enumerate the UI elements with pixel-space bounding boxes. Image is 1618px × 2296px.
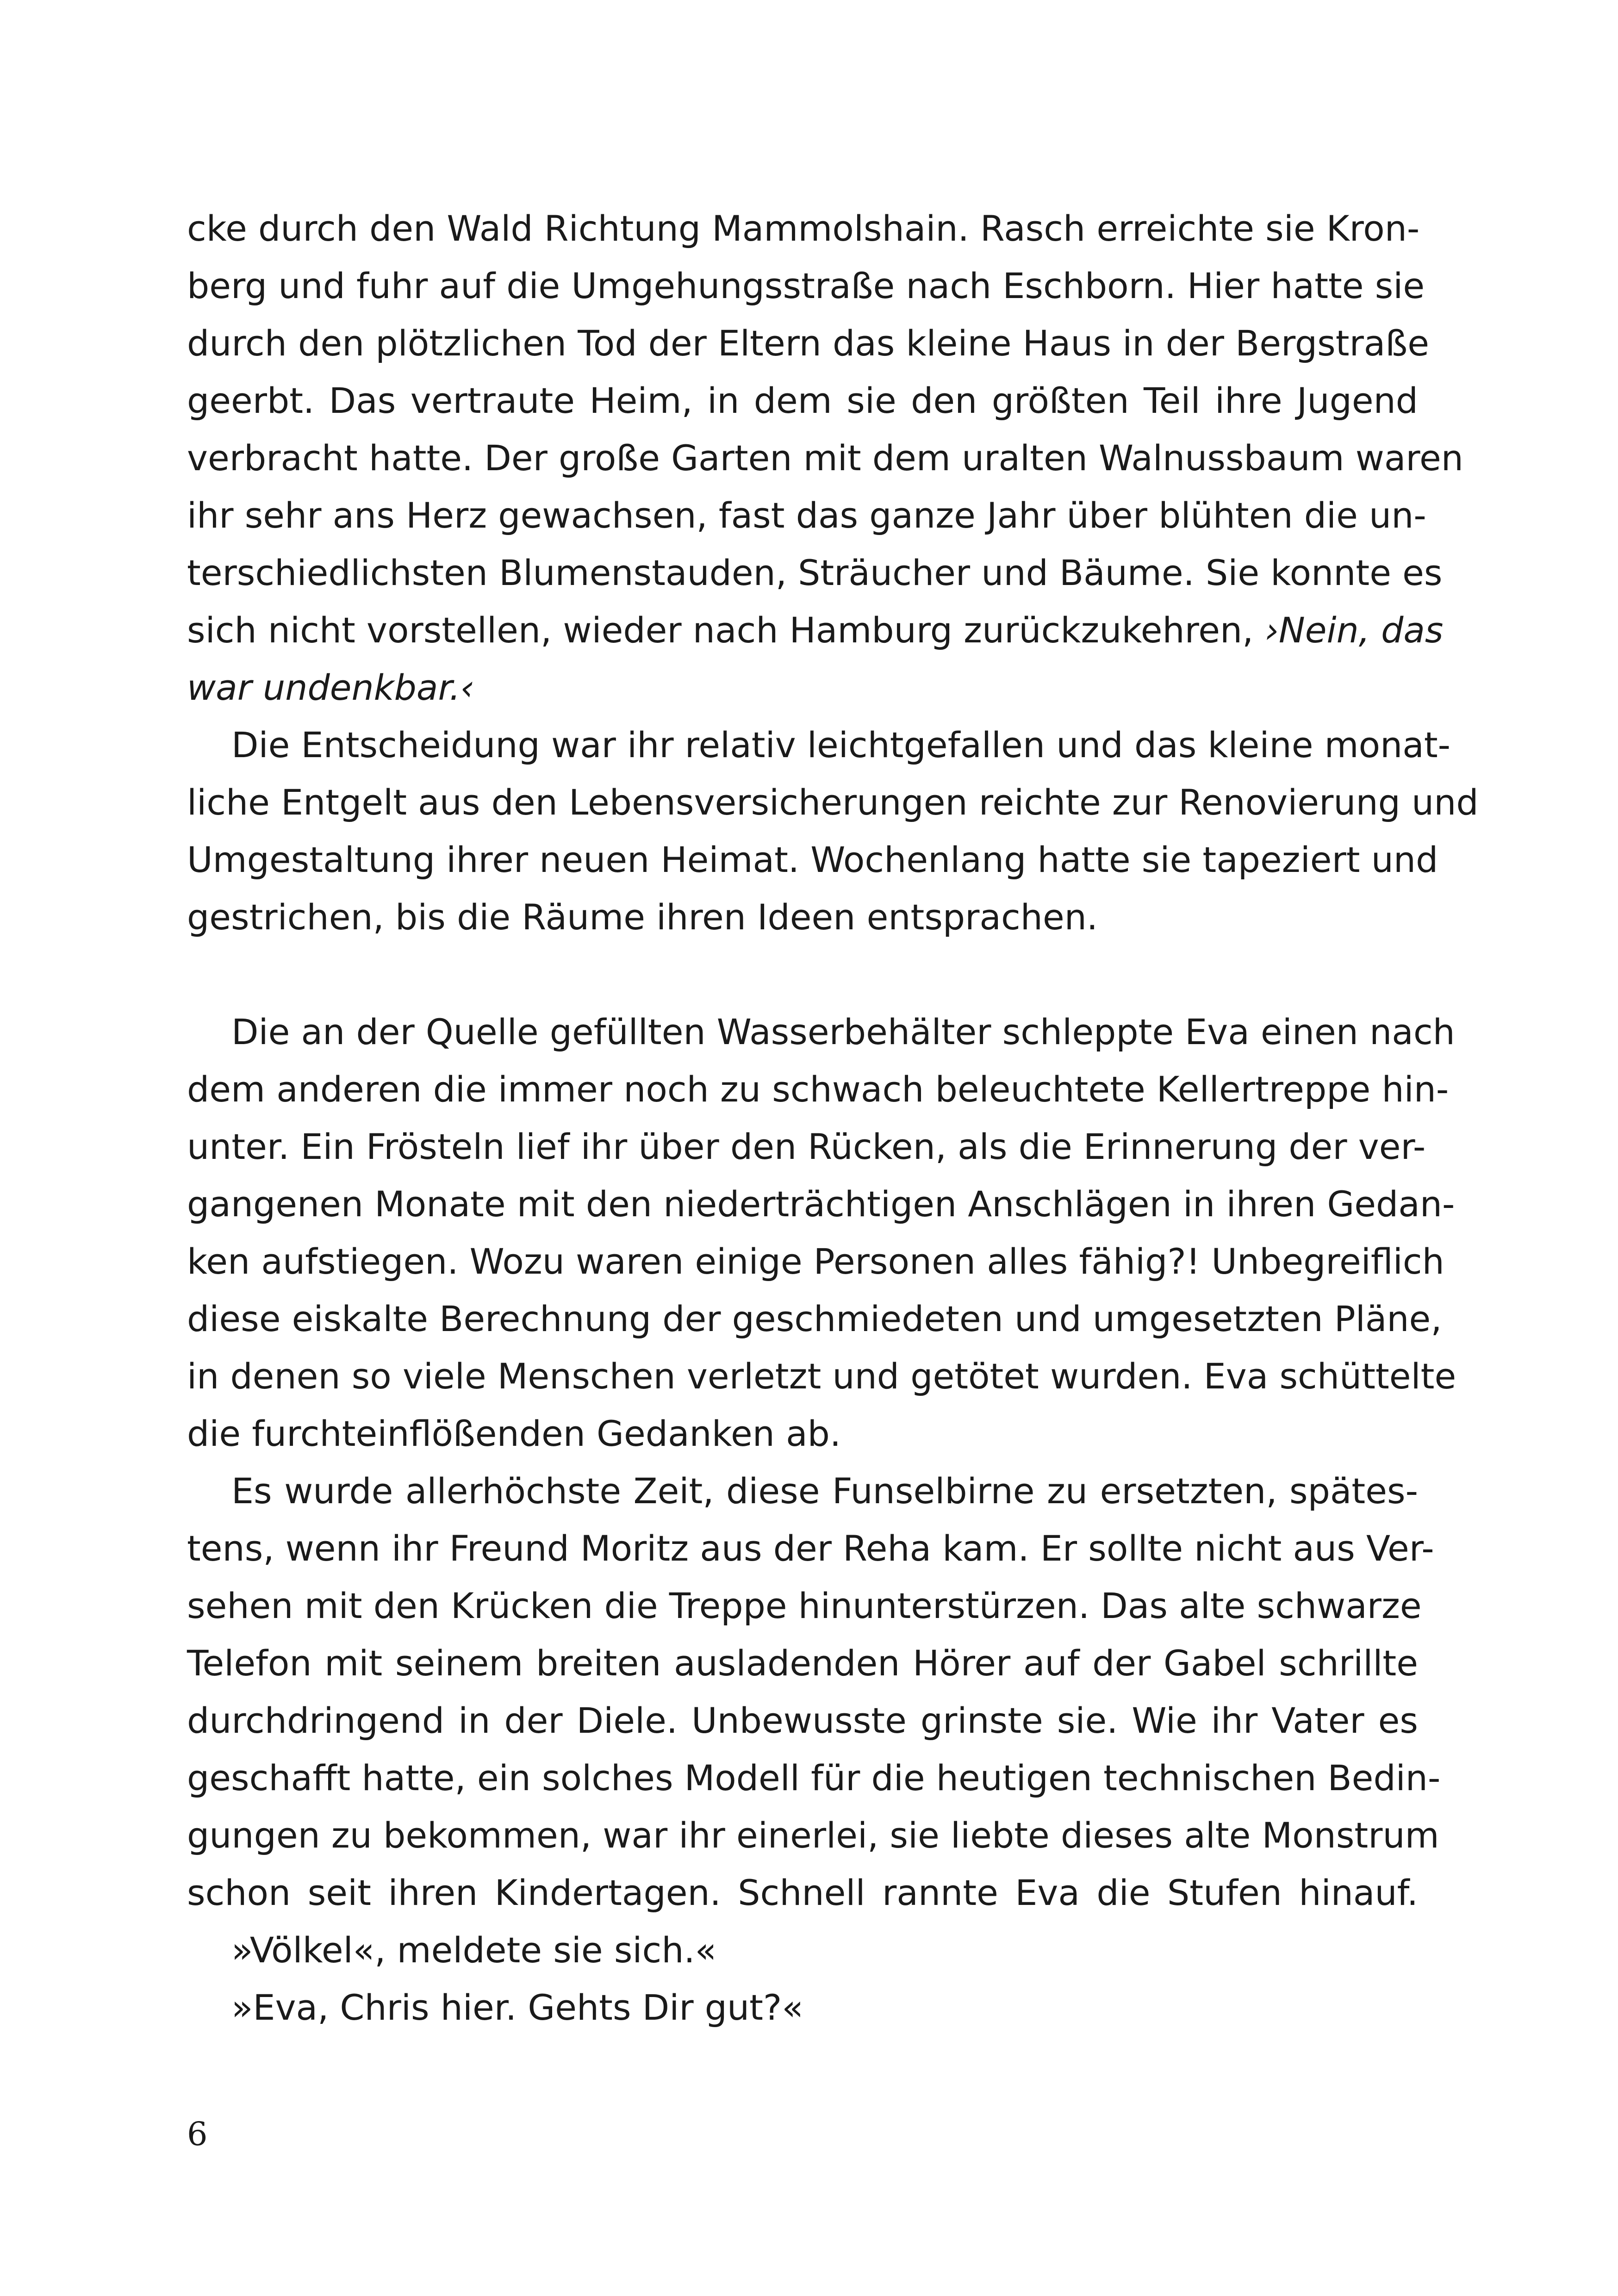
text-line: geschafft hatte, ein solches Modell für die heutigen technischen Bedin- xyxy=(187,1757,1441,1798)
text-line: die furchteinflößenden Gedanken ab. xyxy=(187,1413,841,1454)
text-line: gangenen Monate mit den niederträchtigen Anschlägen in ihren Gedan- xyxy=(187,1183,1455,1225)
text-run: sich nicht vorstellen, wieder nach Hamburg zurückzukehren, xyxy=(187,610,1265,651)
text-line: Umgestaltung ihrer neuen Heimat. Wochenlang hatte sie tapeziert und xyxy=(187,839,1438,880)
italic-thought: war undenkbar.‹ xyxy=(187,667,475,708)
page-number: 6 xyxy=(187,2115,208,2153)
text-line: sehen mit den Krücken die Treppe hinunterstürzen. Das alte schwarze xyxy=(187,1585,1422,1626)
text-line: schon seit ihren Kindertagen. Schnell rannte Eva die Stufen hinauf. xyxy=(187,1872,1418,1913)
text-line: berg und fuhr auf die Umgehungsstraße nach Eschborn. Hier hatte sie xyxy=(187,265,1425,306)
text-line: liche Entgelt aus den Lebensversicherungen reichte zur Renovierung und xyxy=(187,782,1479,823)
text-line: geerbt. Das vertraute Heim, in dem sie den größten Teil ihre Jugend xyxy=(187,380,1418,421)
text-line: diese eiskalte Berechnung der geschmiedeten und umgesetzten Pläne, xyxy=(187,1298,1442,1339)
text-line: gungen zu bekommen, war ihr einerlei, sie liebte dieses alte Monstrum xyxy=(187,1815,1439,1856)
dialogue-line: »Völkel«, meldete sie sich.« xyxy=(231,1929,717,1971)
dialogue-line: »Eva, Chris hier. Gehts Dir gut?« xyxy=(231,1987,803,2028)
text-line: Es wurde allerhöchste Zeit, diese Funselbirne zu ersetzten, spätes- xyxy=(231,1470,1418,1512)
text-line: in denen so viele Menschen verletzt und getötet wurden. Eva schüttelte xyxy=(187,1356,1456,1397)
text-line: terschiedlichsten Blumenstauden, Sträucher und Bäume. Sie konnte es xyxy=(187,552,1443,593)
text-line: dem anderen die immer noch zu schwach beleuchtete Kellertreppe hin- xyxy=(187,1069,1449,1110)
paragraph xyxy=(187,716,1479,946)
text-line: Die Entscheidung war ihr relativ leichtgefallen und das kleine monat- xyxy=(231,724,1451,765)
text-line: Die an der Quelle gefüllten Wasserbehälter schleppte Eva einen nach xyxy=(231,1011,1455,1052)
text-line xyxy=(187,602,1444,659)
text-line: ihr sehr ans Herz gewachsen, fast das ganze Jahr über blühten die un- xyxy=(187,495,1426,536)
paragraph xyxy=(187,200,1463,716)
text-line: ken aufstiegen. Wozu waren einige Personen alles fähig?! Unbegreiflich xyxy=(187,1241,1444,1282)
text-line: Telefon mit seinem breiten ausladenden Hörer auf der Gabel schrillte xyxy=(187,1643,1418,1684)
text-line: verbracht hatte. Der große Garten mit dem uralten Walnussbaum waren xyxy=(187,437,1463,479)
text-line: tens, wenn ihr Freund Moritz aus der Reha kam. Er sollte nicht aus Ver- xyxy=(187,1528,1434,1569)
text-line: cke durch den Wald Richtung Mammolshain. Rasch erreichte sie Kron- xyxy=(187,208,1420,249)
text-line: unter. Ein Frösteln lief ihr über den Rücken, als die Erinnerung der ver- xyxy=(187,1126,1426,1167)
section-break xyxy=(187,946,1418,1003)
body-text xyxy=(187,200,1479,2036)
paragraph xyxy=(187,1003,1456,1462)
paragraph xyxy=(187,1462,1441,1922)
text-line: durch den plötzlichen Tod der Eltern das kleine Haus in der Bergstraße xyxy=(187,323,1430,364)
text-line: gestrichen, bis die Räume ihren Ideen entsprachen. xyxy=(187,896,1098,938)
text-line: durchdringend in der Diele. Unbewusste grinste sie. Wie ihr Vater es xyxy=(187,1700,1418,1741)
italic-thought: ›Nein, das xyxy=(1264,610,1444,651)
